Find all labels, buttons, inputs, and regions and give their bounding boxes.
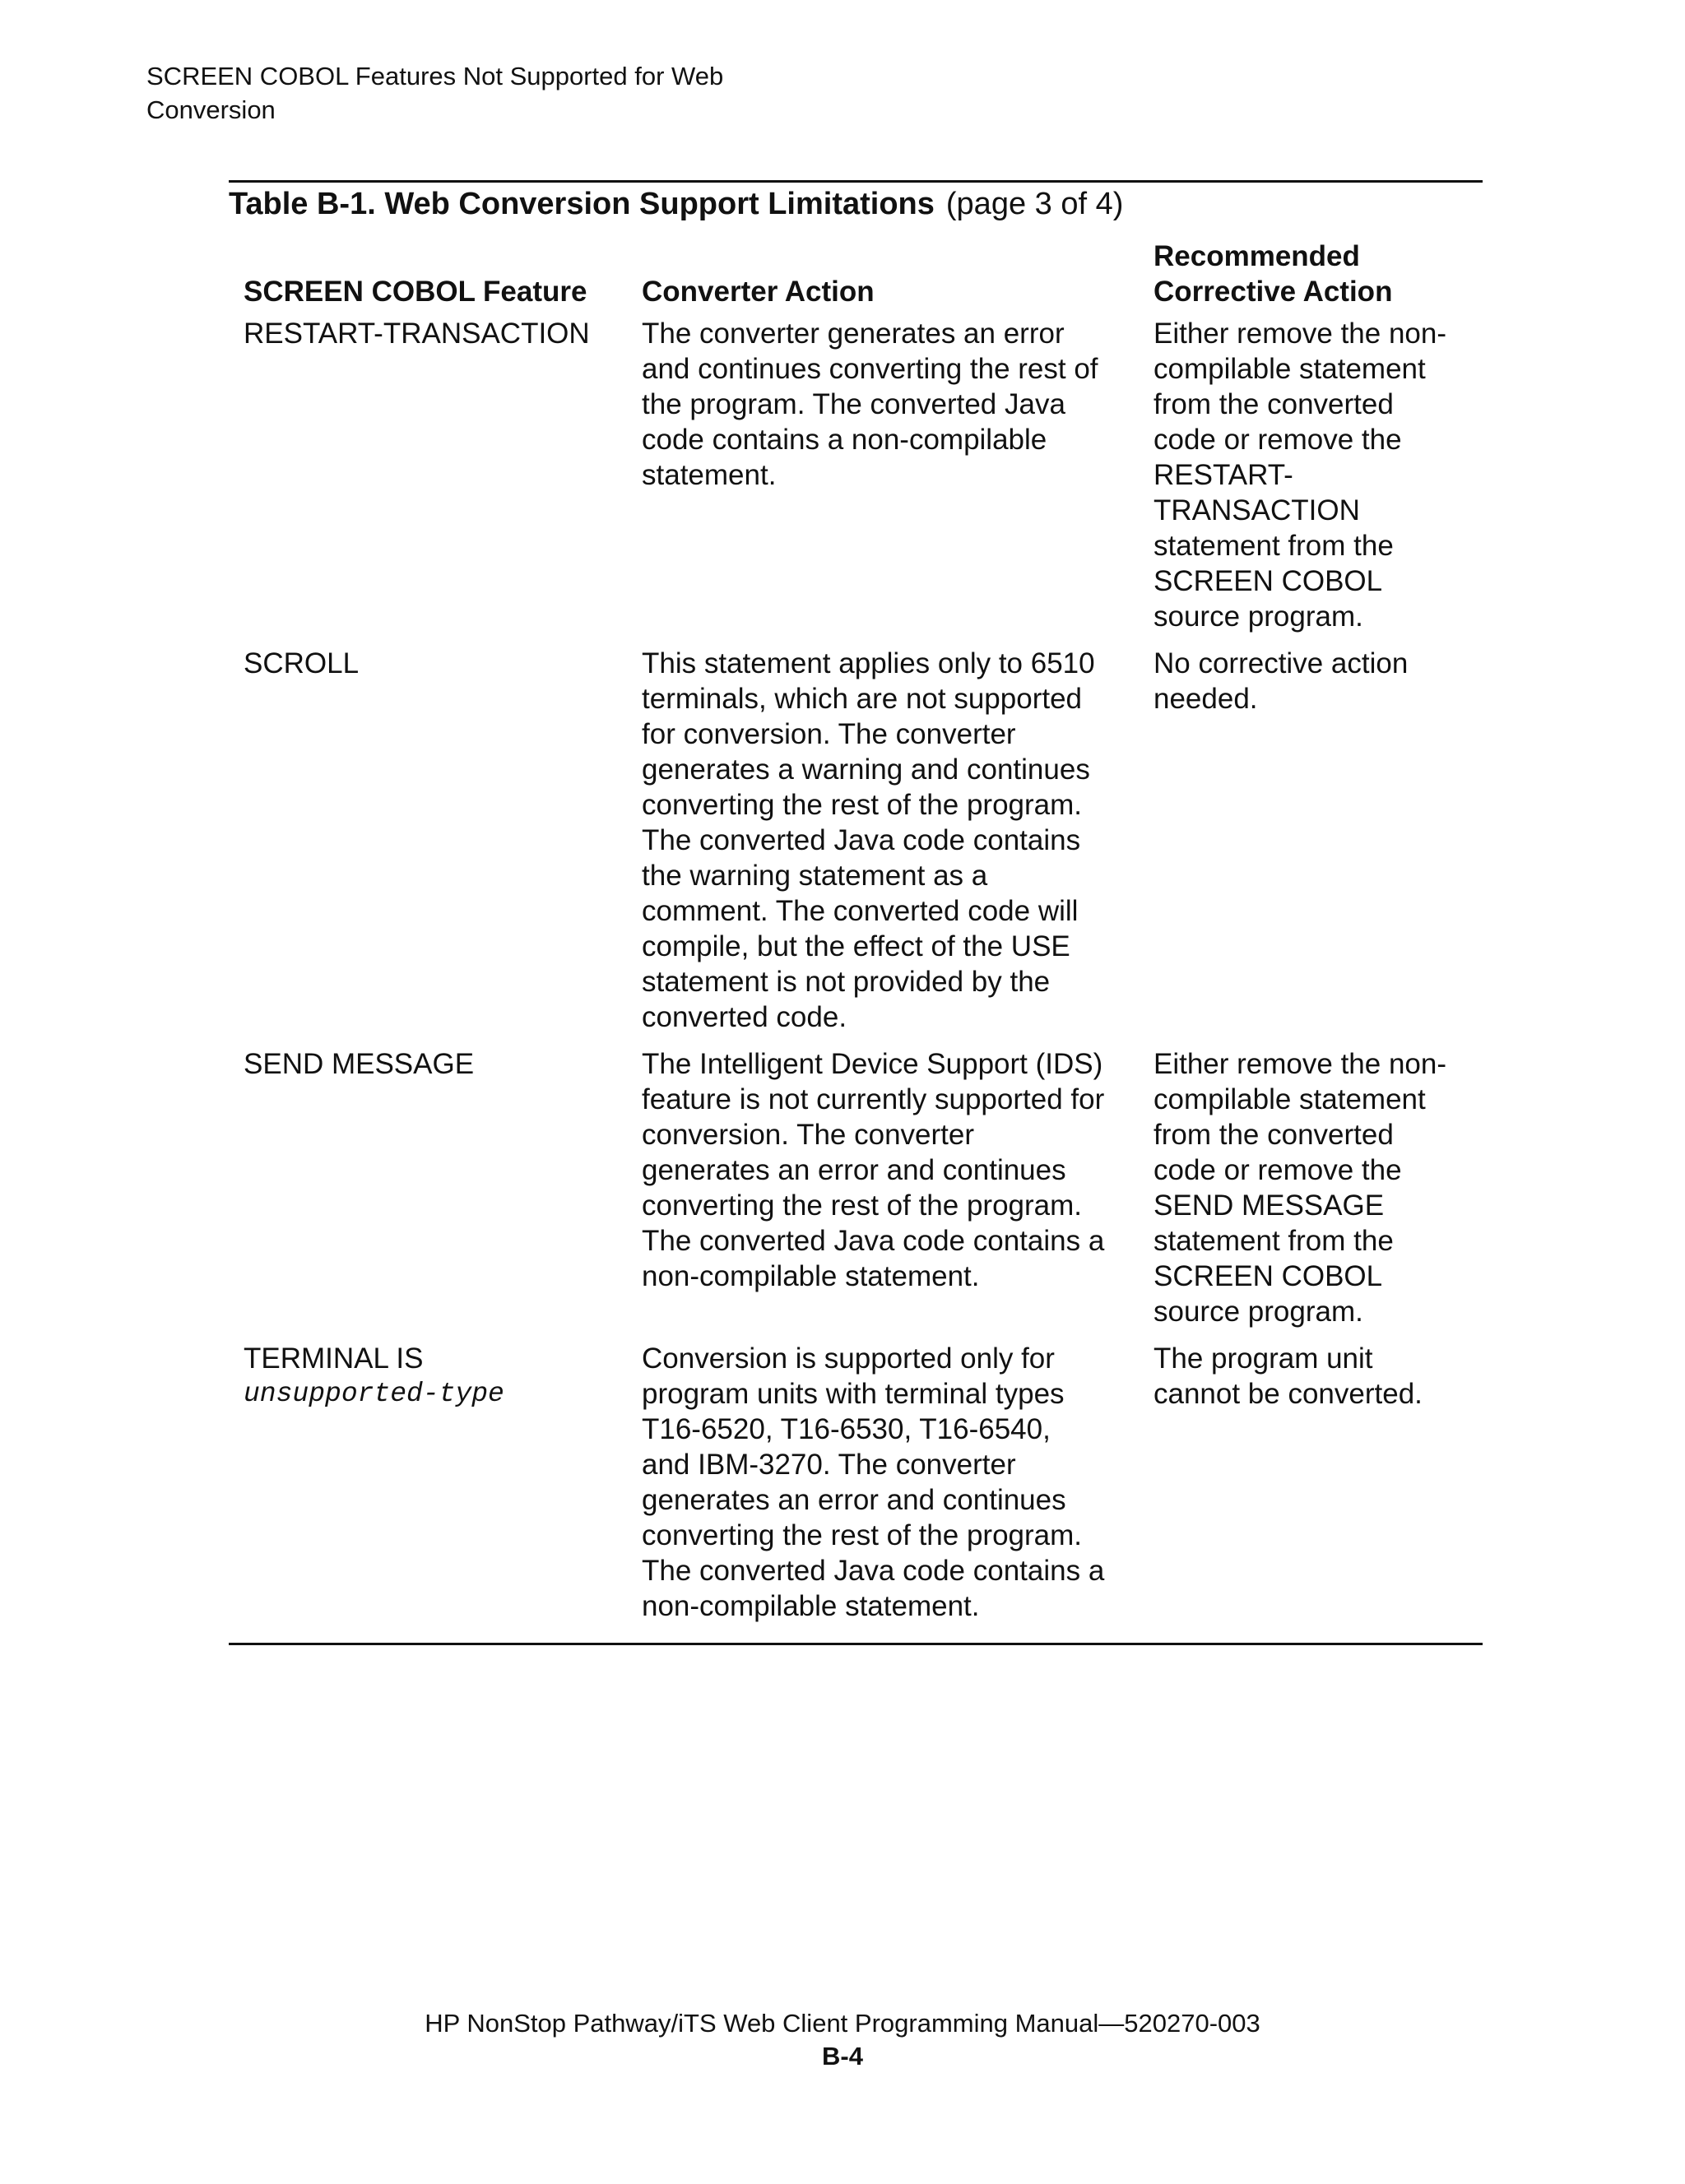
corrective-action-line: Either remove the non- — [1154, 1048, 1447, 1080]
converter-action-line: comment. The converted code will — [642, 895, 1079, 927]
converter-action-line: Conversion is supported only for — [642, 1342, 1055, 1375]
running-head — [146, 59, 723, 127]
corrective-action-line: TRANSACTION — [1154, 494, 1360, 526]
feature-cell — [244, 1046, 642, 1082]
corrective-action-cell — [1154, 1341, 1483, 1412]
converter-action-line: converting the rest of the program. — [642, 1189, 1082, 1222]
header-corrective-action — [1154, 239, 1483, 309]
converter-action-line: The converted Java code contains a — [642, 1555, 1105, 1587]
converter-action-line: statement. — [642, 459, 777, 491]
converter-action-line: The converter generates an error — [642, 318, 1065, 350]
feature-cell — [244, 316, 642, 351]
converter-action-line: the program. The converted Java — [642, 388, 1065, 420]
corrective-action-line: compilable statement — [1154, 1083, 1426, 1115]
converter-action-line: The converted Java code contains a — [642, 1225, 1105, 1257]
table-title — [229, 183, 1123, 225]
converter-action-line: code contains a non-compilable — [642, 424, 1047, 456]
page-footer — [0, 2007, 1685, 2073]
converter-action-cell — [642, 316, 1154, 493]
corrective-action-line: Either remove the non- — [1154, 318, 1447, 350]
table-row — [244, 646, 1483, 1035]
footer-page-number: B-4 — [822, 2042, 863, 2070]
feature-name: TERMINAL IS — [244, 1342, 424, 1375]
converter-action-line: generates an error and continues — [642, 1154, 1066, 1186]
converter-action-line: The converted Java code contains — [642, 824, 1081, 856]
converter-action-line: T16-6520, T16-6530, T16-6540, — [642, 1413, 1051, 1445]
limitations-table — [244, 239, 1483, 1635]
converter-action-line: program units with terminal types — [642, 1378, 1065, 1410]
converter-action-line: non-compilable statement. — [642, 1260, 980, 1292]
corrective-action-line: SCREEN COBOL — [1154, 1260, 1383, 1292]
running-head-line-1: SCREEN COBOL Features Not Supported for Web — [146, 62, 724, 90]
corrective-action-line: SCREEN COBOL — [1154, 565, 1383, 597]
table-title-text: Table B-1. Web Conversion Support Limitations — [229, 187, 935, 221]
converter-action-cell — [642, 1046, 1154, 1294]
header-feature-label: SCREEN COBOL Feature — [244, 276, 587, 308]
header-corrective-line-1: Recommended — [1154, 240, 1360, 272]
corrective-action-line: from the converted — [1154, 1119, 1394, 1151]
corrective-action-line: from the converted — [1154, 388, 1394, 420]
feature-parameter: unsupported-type — [244, 1379, 504, 1409]
corrective-action-line: code or remove the — [1154, 1154, 1402, 1186]
feature-name: RESTART-TRANSACTION — [244, 318, 590, 350]
converter-action-line: the warning statement as a — [642, 860, 988, 892]
converter-action-line: statement is not provided by the — [642, 966, 1051, 998]
corrective-action-line: SEND MESSAGE — [1154, 1189, 1385, 1222]
converter-action-line: generates an error and continues — [642, 1484, 1066, 1516]
corrective-action-line: compilable statement — [1154, 353, 1426, 385]
feature-name: SEND MESSAGE — [244, 1048, 475, 1080]
table-page-note: (page 3 of 4) — [945, 187, 1124, 221]
header-converter-action — [642, 239, 1154, 309]
converter-action-line: for conversion. The converter — [642, 718, 1016, 750]
converter-action-line: converted code. — [642, 1001, 847, 1033]
corrective-action-cell — [1154, 1046, 1483, 1329]
corrective-action-line: statement from the — [1154, 530, 1394, 562]
table-body — [244, 316, 1483, 1624]
converter-action-line: The Intelligent Device Support (IDS) — [642, 1048, 1103, 1080]
corrective-action-cell — [1154, 646, 1483, 716]
feature-cell — [244, 646, 642, 681]
header-feature — [244, 239, 642, 309]
table-bottom-rule — [229, 1643, 1483, 1645]
corrective-action-line: statement from the — [1154, 1225, 1394, 1257]
converter-action-line: feature is not currently supported for — [642, 1083, 1105, 1115]
footer-manual-title: HP NonStop Pathway/iTS Web Client Programming Manual—520270-003 — [425, 2009, 1260, 2038]
table-row — [244, 1341, 1483, 1624]
table-row — [244, 1046, 1483, 1329]
converter-action-line: converting the rest of the program. — [642, 789, 1082, 821]
converter-action-line: converting the rest of the program. — [642, 1519, 1082, 1551]
converter-action-line: This statement applies only to 6510 — [642, 647, 1095, 679]
feature-cell — [244, 1341, 642, 1412]
feature-name: SCROLL — [244, 647, 360, 679]
running-head-line-2: Conversion — [146, 95, 276, 124]
table-row — [244, 316, 1483, 634]
converter-action-line: conversion. The converter — [642, 1119, 975, 1151]
corrective-action-line: code or remove the — [1154, 424, 1402, 456]
corrective-action-line: cannot be converted. — [1154, 1378, 1423, 1410]
converter-action-line: non-compilable statement. — [642, 1590, 980, 1622]
corrective-action-line: needed. — [1154, 683, 1258, 715]
table-header-row — [244, 239, 1483, 309]
converter-action-cell — [642, 1341, 1154, 1624]
corrective-action-cell — [1154, 316, 1483, 634]
converter-action-line: compile, but the effect of the USE — [642, 930, 1070, 962]
corrective-action-line: No corrective action — [1154, 647, 1409, 679]
converter-action-line: generates a warning and continues — [642, 754, 1090, 786]
corrective-action-line: RESTART- — [1154, 459, 1293, 491]
corrective-action-line: source program. — [1154, 1296, 1363, 1328]
converter-action-line: and continues converting the rest of — [642, 353, 1098, 385]
header-converter-action-label: Converter Action — [642, 276, 875, 308]
corrective-action-line: source program. — [1154, 600, 1363, 633]
converter-action-line: and IBM-3270. The converter — [642, 1449, 1016, 1481]
header-corrective-line-2: Corrective Action — [1154, 276, 1393, 308]
converter-action-line: terminals, which are not supported — [642, 683, 1082, 715]
converter-action-cell — [642, 646, 1154, 1035]
corrective-action-line: The program unit — [1154, 1342, 1373, 1375]
